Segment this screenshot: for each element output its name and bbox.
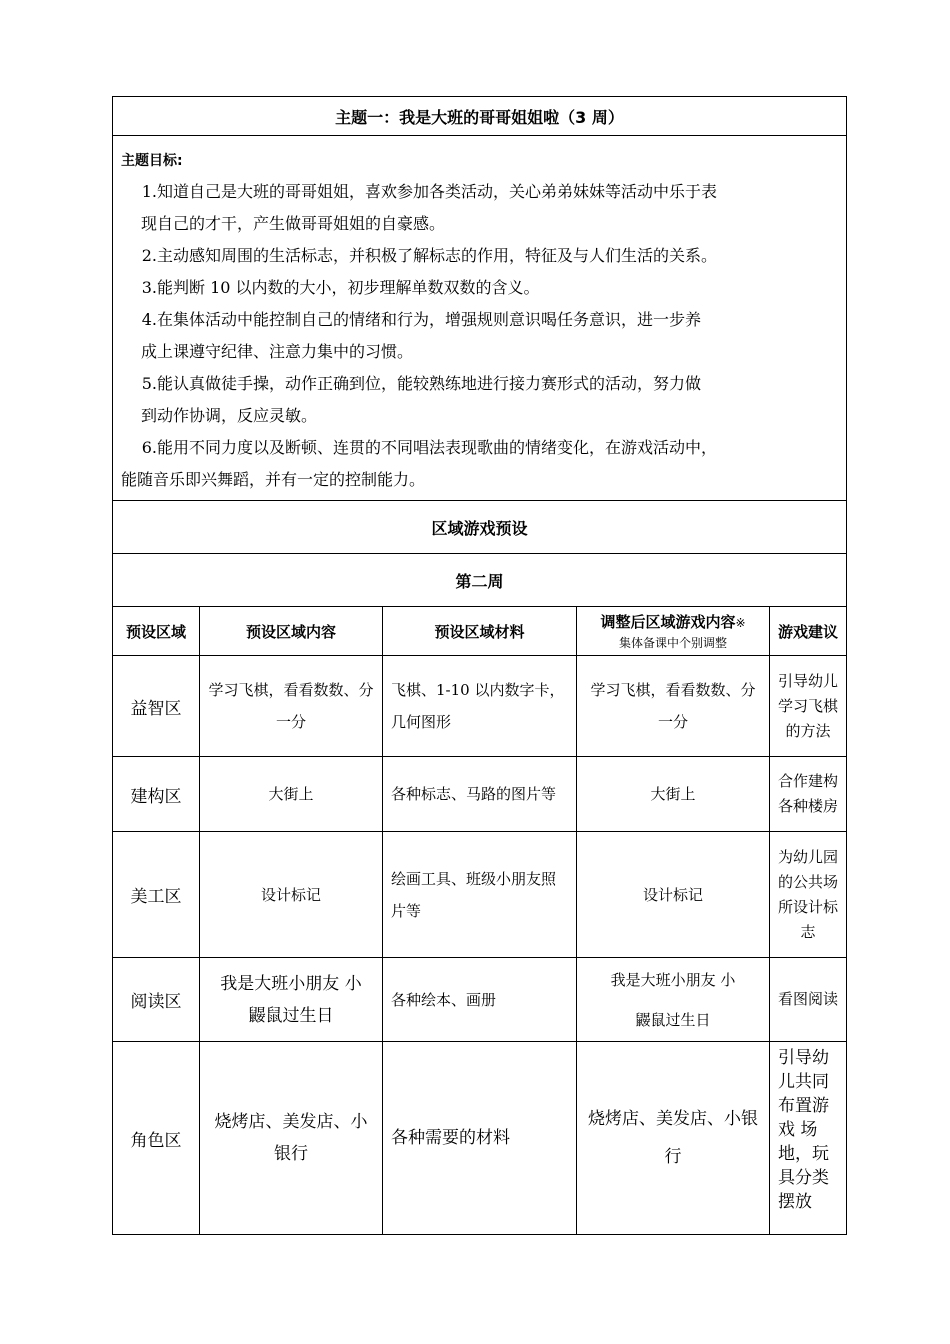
area-content: 设计标记 [200, 832, 383, 958]
area-content: 学习飞棋，看看数数、分一分 [200, 656, 383, 757]
table-row [113, 656, 847, 757]
goal-4: 4.在集体活动中能控制自己的情绪和行为，增强规则意识喝任务意识，进一步养 成上课遵守纪律、注意力集中的习惯。 [141, 310, 702, 361]
goal-6: 6.能用不同力度以及断顿、连贯的不同唱法表现歌曲的情绪变化，在游戏活动中， 能随音乐即兴舞蹈，并有一定的控制能力。 [121, 438, 718, 489]
area-suggestion: 为幼儿园的公共场所设计标志 [770, 832, 847, 958]
table-row [113, 757, 847, 832]
area-suggestion: 引导幼儿学习飞棋的方法 [770, 656, 847, 757]
header-adjusted: 调整后区域游戏内容※ 集体备课中个别调整 [577, 607, 770, 656]
week-title: 第二周 [113, 554, 847, 607]
area-suggestion: 引导幼儿共同布置游戏 场地，玩具分类摆放 [770, 1042, 847, 1235]
header-suggestion: 游戏建议 [770, 607, 847, 656]
area-adjusted: 我是大班小朋友 小鼹鼠过生日 [577, 958, 770, 1042]
area-name: 阅读区 [113, 958, 200, 1042]
area-name: 角色区 [113, 1042, 200, 1235]
area-adjusted: 大街上 [577, 757, 770, 832]
area-content: 烧烤店、美发店、小银行 [200, 1042, 383, 1235]
theme-goals [113, 136, 847, 501]
header-content: 预设区域内容 [200, 607, 383, 656]
plan-table [112, 96, 847, 1235]
goal-2: 2.主动感知周围的生活标志，并积极了解标志的作用，特征及与人们生活的关系。 [141, 246, 718, 265]
area-adjusted: 烧烤店、美发店、小银行 [577, 1042, 770, 1235]
table-row [113, 958, 847, 1042]
area-material: 飞棋、1-10 以内数字卡，几何图形 [383, 656, 577, 757]
section-title: 区域游戏预设 [113, 501, 847, 554]
area-adjusted: 设计标记 [577, 832, 770, 958]
area-name: 建构区 [113, 757, 200, 832]
area-material: 绘画工具、班级小朋友照片等 [383, 832, 577, 958]
goal-5: 5.能认真做徒手操，动作正确到位，能较熟练地进行接力赛形式的活动，努力做 到动作协调，反应灵敏。 [141, 374, 702, 425]
area-name: 益智区 [113, 656, 200, 757]
area-suggestion: 看图阅读 [770, 958, 847, 1042]
header-material: 预设区域材料 [383, 607, 577, 656]
goal-3: 3.能判断 10 以内数的大小，初步理解单数双数的含义。 [141, 278, 540, 297]
goals-label: 主题目标: [121, 153, 183, 169]
plan-sheet [112, 96, 846, 1235]
area-adjusted: 学习飞棋，看看数数、分一分 [577, 656, 770, 757]
theme-title: 主题一：我是大班的哥哥姐姐啦（3 周） [113, 97, 847, 136]
area-suggestion: 合作建构各种楼房 [770, 757, 847, 832]
area-material: 各种需要的材料 [383, 1042, 577, 1235]
area-content: 大街上 [200, 757, 383, 832]
area-material: 各种绘本、画册 [383, 958, 577, 1042]
goal-1: 1.知道自己是大班的哥哥姐姐，喜欢参加各类活动，关心弟弟妹妹等活动中乐于表 现自己的才干，产生做哥哥姐姐的自豪感。 [141, 182, 718, 233]
area-material: 各种标志、马路的图片等 [383, 757, 577, 832]
table-row [113, 1042, 847, 1235]
header-area: 预设区域 [113, 607, 200, 656]
area-name: 美工区 [113, 832, 200, 958]
table-row [113, 832, 847, 958]
area-content: 我是大班小朋友 小鼹鼠过生日 [200, 958, 383, 1042]
